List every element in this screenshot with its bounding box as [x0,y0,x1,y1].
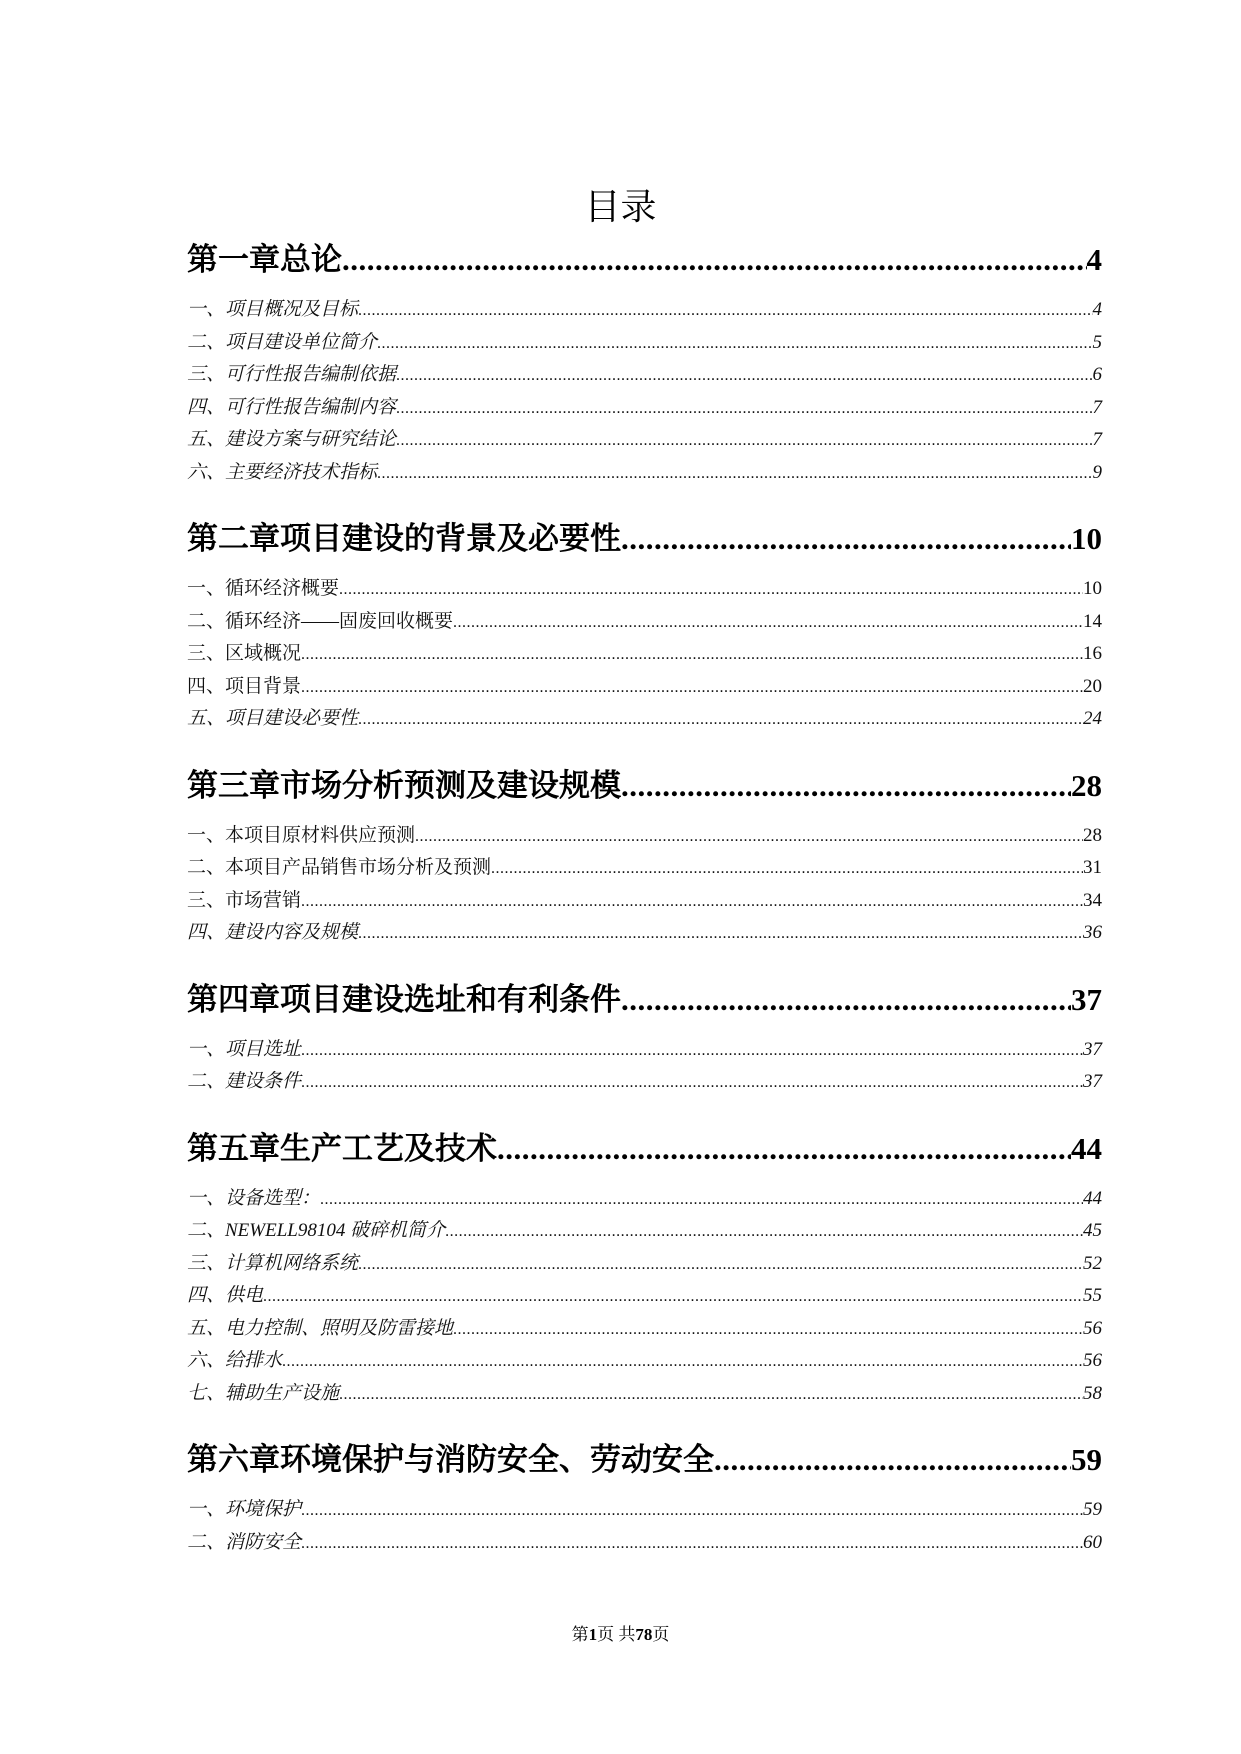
toc-chapter-page: 59 [1071,1442,1102,1477]
toc-leader-dots [282,1346,1083,1379]
toc-leader-dots [445,1216,1083,1249]
toc-section-page: 56 [1083,1317,1102,1339]
toc-section-title: 三、市场营销 [187,889,302,911]
toc-section-page: 52 [1083,1252,1102,1274]
toc-section-entry[interactable] [187,573,1102,606]
toc-section-entry[interactable] [187,1034,1102,1067]
toc-section-page: 24 [1083,708,1102,729]
toc-leader-dots [301,886,1083,919]
toc-section-page: 4 [1092,299,1102,320]
toc-section-page: 5 [1092,331,1102,353]
toc-section-entry[interactable] [187,638,1102,671]
toc-section-title: 四、项目背景 [187,675,302,697]
toc-section-entry[interactable] [187,392,1102,425]
toc-section-title: 五、建设方案与研究结论 [187,429,397,450]
toc-chapter-title: 第四章项目建设选址和有利条件 [187,981,621,1018]
toc-section-entry[interactable] [187,1066,1102,1099]
toc-section-page: 44 [1083,1187,1102,1209]
toc-section-entry[interactable] [187,885,1102,918]
toc-section-page: 36 [1083,922,1102,943]
toc-section-page: 58 [1083,1382,1102,1404]
toc-section-entry[interactable] [187,671,1102,704]
toc-section-page: 16 [1083,643,1102,664]
toc-section-title: 二、项目建设单位简介 [187,331,378,353]
toc-leader-dots [377,328,1092,361]
toc-section-entry[interactable] [187,359,1102,392]
toc-leader-dots [396,393,1092,426]
toc-section-title: 六、给排水 [187,1350,283,1371]
toc-section-page: 59 [1083,1499,1102,1520]
toc-section-page: 14 [1083,610,1102,632]
toc-chapter [187,1436,1102,1559]
toc-leader-dots [301,1528,1083,1561]
toc-leader-dots [377,458,1092,491]
toc-section-page: 7 [1092,396,1102,418]
toc-section-page: 10 [1083,578,1102,599]
toc-leader-dots [497,1125,1071,1173]
toc-chapter-entry[interactable] [187,236,1102,284]
toc-section-list [187,1183,1102,1411]
toc-chapter [187,762,1102,950]
toc-section-page: 37 [1083,1038,1102,1060]
toc-chapter-page: 10 [1071,521,1102,556]
toc-section-page: 6 [1092,364,1102,385]
footer-suffix: 页 [652,1625,670,1644]
toc-section-page: 45 [1083,1220,1102,1241]
toc-section-page: 31 [1083,857,1102,878]
toc-chapter-page: 44 [1071,1130,1102,1166]
toc-leader-dots [358,918,1083,951]
footer-middle: 页 共 [597,1625,636,1644]
toc-section-title: 二、NEWELL98104 破碎机简介 [187,1220,446,1241]
footer-current-page: 1 [588,1625,598,1644]
toc-section-title: 一、项目概况及目标 [187,299,359,320]
toc-section-entry[interactable] [187,327,1102,360]
toc-leader-dots [301,1495,1083,1528]
toc-section-entry[interactable] [187,294,1102,327]
toc-section-entry[interactable] [187,1494,1102,1527]
toc-section-page: 9 [1092,461,1102,483]
toc-leader-dots [263,1281,1083,1314]
toc-section-entry[interactable] [187,1248,1102,1281]
toc-section-entry[interactable] [187,1313,1102,1346]
toc-section-title: 七、辅助生产设施 [187,1382,340,1404]
toc-section-title: 五、项目建设必要性 [187,708,359,729]
toc-section-title: 一、环境保护 [187,1499,302,1520]
toc-section-page: 20 [1083,675,1102,697]
toc-section-title: 四、供电 [187,1285,264,1306]
toc-leader-dots [301,672,1083,705]
toc-section-title: 三、可行性报告编制依据 [187,364,397,385]
toc-section-list [187,573,1102,736]
toc-section-title: 二、消防安全 [187,1531,302,1553]
toc-chapter [187,236,1102,489]
toc-section-entry[interactable] [187,1345,1102,1378]
toc-leader-dots [358,295,1092,328]
toc-chapter-entry[interactable] [187,976,1102,1024]
toc-leader-dots [339,1379,1083,1412]
page-title: 目录 [584,187,657,229]
toc-section-title: 一、设备选型： [187,1187,321,1209]
toc-section-title: 四、可行性报告编制内容 [187,396,397,418]
toc-section-list [187,1494,1102,1559]
toc-chapter-title: 第五章生产工艺及技术 [187,1130,497,1167]
toc-section-entry[interactable] [187,606,1102,639]
toc-leader-dots [621,976,1071,1024]
toc-leader-dots [453,1314,1083,1347]
toc-section-page: 28 [1083,824,1102,846]
toc-chapter-entry[interactable] [187,762,1102,810]
toc-leader-dots [453,607,1083,640]
toc-leader-dots [714,1436,1071,1484]
toc-section-title: 二、循环经济——固废回收概要 [187,610,454,632]
toc-leader-dots [491,853,1083,886]
toc-chapter-page: 28 [1071,767,1102,803]
toc-chapter-title: 第三章市场分析预测及建设规模 [187,767,621,804]
table-of-contents [187,236,1102,1559]
toc-section-page: 37 [1083,1071,1102,1092]
toc-chapter-page: 4 [1086,242,1102,277]
toc-section-entry[interactable] [187,820,1102,853]
toc-chapter-title: 第六章环境保护与消防安全、劳动安全 [187,1442,714,1478]
toc-section-entry[interactable] [187,1527,1102,1560]
toc-section-entry[interactable] [187,1215,1102,1248]
toc-section-title: 六、主要经济技术指标 [187,461,378,483]
toc-leader-dots [415,821,1083,854]
toc-section-title: 一、循环经济概要 [187,578,340,599]
toc-section-page: 7 [1092,429,1102,450]
toc-chapter [187,976,1102,1099]
toc-section-entry[interactable] [187,424,1102,457]
toc-leader-dots [342,236,1087,284]
toc-section-title: 四、建设内容及规模 [187,922,359,943]
toc-section-page: 60 [1083,1531,1102,1553]
toc-chapter [187,515,1102,736]
toc-section-list [187,294,1102,489]
toc-leader-dots [396,425,1092,458]
toc-chapter-title: 第二章项目建设的背景及必要性 [187,521,621,557]
toc-section-title: 二、本项目产品销售市场分析及预测 [187,857,492,878]
page-footer [0,1624,1241,1646]
toc-leader-dots [396,360,1092,393]
toc-leader-dots [358,704,1083,737]
toc-chapter [187,1125,1102,1411]
toc-leader-dots [339,574,1083,607]
toc-section-title: 一、项目选址 [187,1038,302,1060]
toc-section-entry[interactable] [187,1280,1102,1313]
toc-section-entry[interactable] [187,703,1102,736]
toc-leader-dots [358,1249,1083,1282]
toc-leader-dots [621,762,1071,810]
toc-section-list [187,820,1102,950]
toc-section-page: 34 [1083,889,1102,911]
footer-prefix: 第 [571,1625,589,1644]
toc-section-title: 一、本项目原材料供应预测 [187,824,416,846]
toc-section-title: 五、电力控制、照明及防雷接地 [187,1317,454,1339]
toc-section-entry[interactable] [187,917,1102,950]
toc-section-title: 三、计算机网络系统 [187,1252,359,1274]
toc-chapter-entry[interactable] [187,1436,1102,1484]
toc-leader-dots [301,1035,1083,1068]
toc-section-list [187,1034,1102,1099]
toc-chapter-title: 第一章总论 [187,242,342,278]
toc-section-entry[interactable] [187,852,1102,885]
toc-leader-dots [621,515,1071,563]
toc-chapter-entry[interactable] [187,515,1102,563]
toc-chapter-entry[interactable] [187,1125,1102,1173]
footer-total-pages: 78 [635,1625,653,1644]
toc-leader-dots [301,1067,1083,1100]
toc-section-entry[interactable] [187,1183,1102,1216]
toc-section-entry[interactable] [187,1378,1102,1411]
toc-section-title: 三、区域概况 [187,643,302,664]
toc-leader-dots [301,639,1083,672]
toc-section-entry[interactable] [187,457,1102,490]
toc-section-title: 二、建设条件 [187,1071,302,1092]
toc-section-page: 55 [1083,1285,1102,1306]
toc-chapter-page: 37 [1071,981,1102,1017]
toc-section-page: 56 [1083,1350,1102,1371]
toc-leader-dots [320,1184,1083,1217]
